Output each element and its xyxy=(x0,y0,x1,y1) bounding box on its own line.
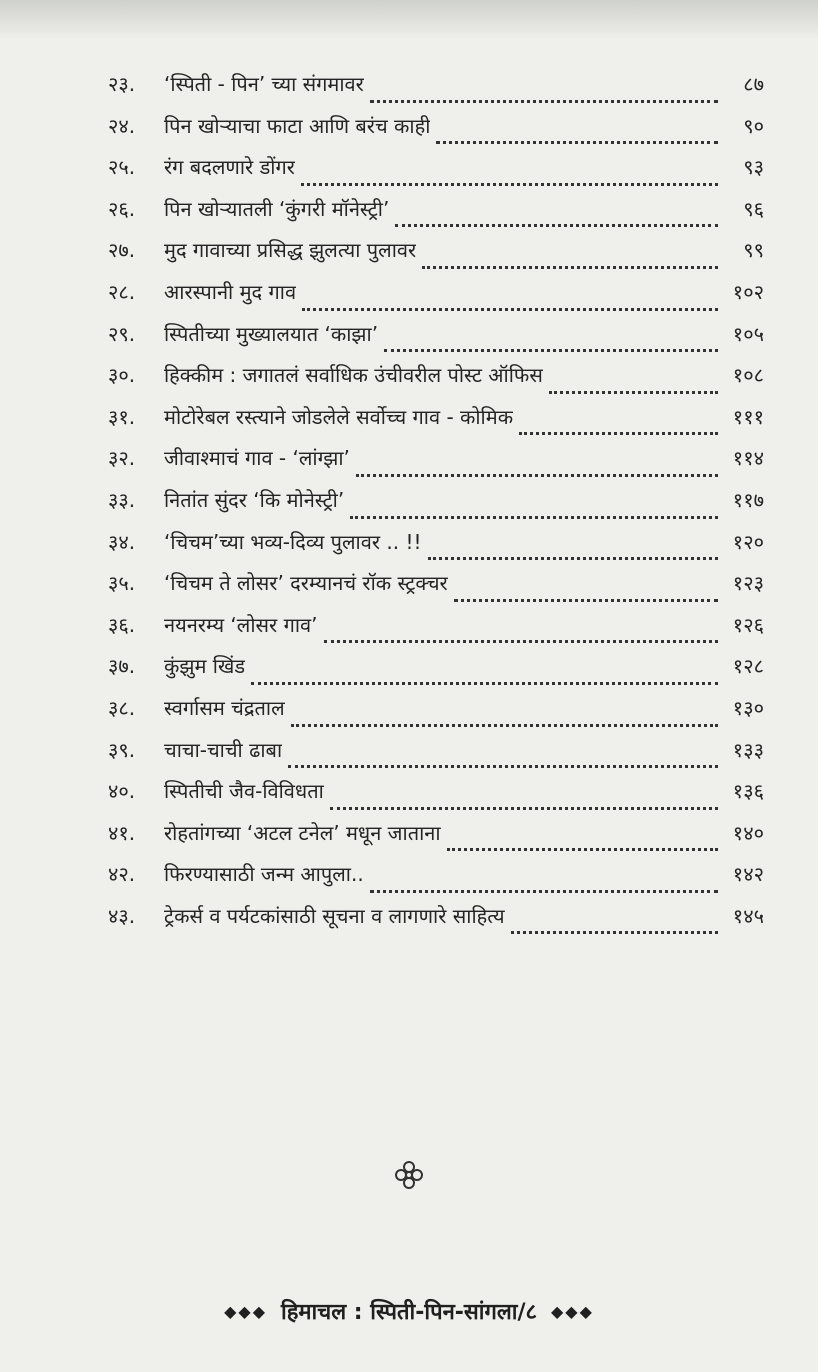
toc-entry-page: १२३ xyxy=(732,571,764,596)
toc-entry-number: ३५. xyxy=(108,571,136,596)
toc-entry xyxy=(108,444,764,486)
toc-entry-number: २९. xyxy=(108,321,136,346)
toc-entry-title: हिक्कीम : जगातलं सर्वाधिक उंचीवरील पोस्ट ऑफिस xyxy=(164,363,543,388)
toc-entry xyxy=(108,361,764,403)
toc-entry-number: २४. xyxy=(108,113,136,138)
dot-leader xyxy=(436,140,718,144)
dot-leader xyxy=(324,639,718,643)
toc-entry-page: ८७ xyxy=(743,72,764,96)
toc-entry-number: ४०. xyxy=(108,779,136,804)
toc-entry-page: १२० xyxy=(732,529,764,554)
toc-entry-title: नयनरम्य ‘लोसर गाव’ xyxy=(164,612,318,637)
toc-entry-number: ४२. xyxy=(108,862,136,887)
dot-leader xyxy=(370,889,718,893)
dot-leader xyxy=(511,930,718,934)
toc-entry-number: ३४. xyxy=(108,529,136,554)
toc-entry xyxy=(108,70,764,112)
toc-entry-number: ३०. xyxy=(108,363,136,388)
toc-entry-number: २६. xyxy=(108,196,136,221)
toc-entry-page: ९६ xyxy=(743,196,764,221)
dot-leader xyxy=(301,182,718,186)
dot-leader xyxy=(302,307,718,311)
toc-entry-page: १४० xyxy=(732,820,764,845)
toc-entry-number: ३३. xyxy=(108,487,136,512)
toc-entry xyxy=(108,153,764,195)
dot-leader xyxy=(370,99,718,103)
toc-entry-page: १११ xyxy=(732,404,764,429)
dot-leader xyxy=(384,348,718,352)
toc-entry-title: रंग बदलणारे डोंगर xyxy=(164,155,295,180)
toc-entry-number: २३. xyxy=(108,72,136,96)
dot-leader xyxy=(422,265,718,269)
toc-entry-page: १३६ xyxy=(732,779,764,804)
toc-entry xyxy=(108,403,764,445)
toc-entry-title: रोहतांगच्या ‘अटल टनेल’ मधून जाताना xyxy=(164,820,441,845)
dot-leader xyxy=(395,223,718,227)
toc-entry-number: ४१. xyxy=(108,820,136,845)
toc-entry xyxy=(108,611,764,653)
toc-entry-title: पिन खोऱ्याचा फाटा आणि बरंच काही xyxy=(164,113,431,138)
dot-leader xyxy=(447,847,718,851)
footer-right-ornament: ◆◆◆ xyxy=(550,1301,594,1321)
dot-leader xyxy=(356,473,718,477)
toc-entry xyxy=(108,736,764,778)
footer-left-ornament: ◆◆◆ xyxy=(224,1301,268,1321)
toc-entry xyxy=(108,694,764,736)
toc-entry xyxy=(108,860,764,902)
toc-entry-title: आरस्पानी मुद गाव xyxy=(164,279,297,304)
dot-leader xyxy=(549,390,718,394)
toc-entry-number: ३७. xyxy=(108,654,136,679)
toc-entry xyxy=(108,278,764,320)
toc-entry-title: जीवाश्माचं गाव - ‘लांग्झा’ xyxy=(164,446,350,471)
toc-entry-title: कुंझुम खिंड xyxy=(164,654,246,679)
toc-entry-page: ११४ xyxy=(732,446,764,471)
toc-entry-number: ४३. xyxy=(108,903,136,928)
toc-entry-number: २८. xyxy=(108,279,136,304)
toc-entry-page: ९० xyxy=(743,113,764,138)
toc-entry-page: १२८ xyxy=(732,654,764,679)
toc-entry-page: ११७ xyxy=(732,487,764,512)
toc-entry-page: १०८ xyxy=(732,363,764,388)
toc-entry xyxy=(108,195,764,237)
toc-entry-title: चाचा-चाची ढाबा xyxy=(164,737,283,762)
page-edge-shadow xyxy=(0,0,818,40)
dot-leader xyxy=(288,764,718,768)
toc-entry-title: स्पितीची जैव-विविधता xyxy=(164,779,324,804)
floral-ornament-icon xyxy=(392,1158,426,1192)
toc-entry-number: ३१. xyxy=(108,404,136,429)
toc-entry xyxy=(108,902,764,944)
dot-leader xyxy=(519,431,718,435)
toc-entry-title: मोटोरेबल रस्त्याने जोडलेले सर्वोच्च गाव - कोमिक xyxy=(164,404,514,429)
toc-entry xyxy=(108,528,764,570)
toc-entry xyxy=(108,569,764,611)
toc-entry-number: ३२. xyxy=(108,446,136,471)
toc-entry-title: मुद गावाच्या प्रसिद्ध झुलत्या पुलावर xyxy=(164,238,417,263)
dot-leader xyxy=(251,681,718,685)
toc-entry-title: पिन खोऱ्यातली ‘कुंगरी मॉनेस्ट्री’ xyxy=(164,196,390,221)
toc-entry-title: ‘चिचम ते लोसर’ दरम्यानचं रॉक स्ट्रक्चर xyxy=(164,571,448,596)
toc-entry xyxy=(108,652,764,694)
toc-entry xyxy=(108,777,764,819)
toc-entry-number: ३८. xyxy=(108,695,136,720)
toc-entry-title: स्पितीच्या मुख्यालयात ‘काझा’ xyxy=(164,321,379,346)
toc-entry-page: १३३ xyxy=(732,737,764,762)
toc-entry-title: नितांत सुंदर ‘कि मोनेस्ट्री’ xyxy=(164,487,345,512)
toc-entry-title: ‘स्पिती - पिन’ च्या संगमावर xyxy=(164,72,364,96)
toc-entry-page: ९३ xyxy=(743,155,764,180)
toc-entry-page: १३० xyxy=(732,695,764,720)
toc-entry-number: ३६. xyxy=(108,612,136,637)
toc-entry-page: १४५ xyxy=(732,903,764,928)
toc-entry-number: २५. xyxy=(108,155,136,180)
toc-entry xyxy=(108,486,764,528)
toc-entry-page: १०२ xyxy=(732,279,764,304)
toc-entry-title: फिरण्यासाठी जन्म आपुला.. xyxy=(164,862,364,887)
page-footer xyxy=(0,1296,818,1326)
table-of-contents xyxy=(108,70,764,943)
toc-entry-page: ९९ xyxy=(743,238,764,263)
toc-entry xyxy=(108,320,764,362)
dot-leader xyxy=(330,806,718,810)
toc-entry xyxy=(108,819,764,861)
footer-running-title: हिमाचल : स्पिती-पिन-सांगला/८ xyxy=(281,1300,537,1325)
toc-entry-title: स्वर्गासम चंद्रताल xyxy=(164,695,285,720)
dot-leader xyxy=(454,598,718,602)
toc-entry-page: १०५ xyxy=(732,321,764,346)
dot-leader xyxy=(350,515,718,519)
toc-entry-title: ‘चिचम’च्या भव्य-दिव्य पुलावर .. !! xyxy=(164,529,422,554)
dot-leader xyxy=(428,556,719,560)
dot-leader xyxy=(291,723,718,727)
toc-entry-title: ट्रेकर्स व पर्यटकांसाठी सूचना व लागणारे साहित्य xyxy=(164,903,505,928)
toc-entry-page: १४२ xyxy=(732,862,764,887)
toc-entry-number: २७. xyxy=(108,238,136,263)
toc-entry-page: १२६ xyxy=(732,612,764,637)
toc-entry xyxy=(108,112,764,154)
toc-entry-number: ३९. xyxy=(108,737,136,762)
toc-entry xyxy=(108,236,764,278)
